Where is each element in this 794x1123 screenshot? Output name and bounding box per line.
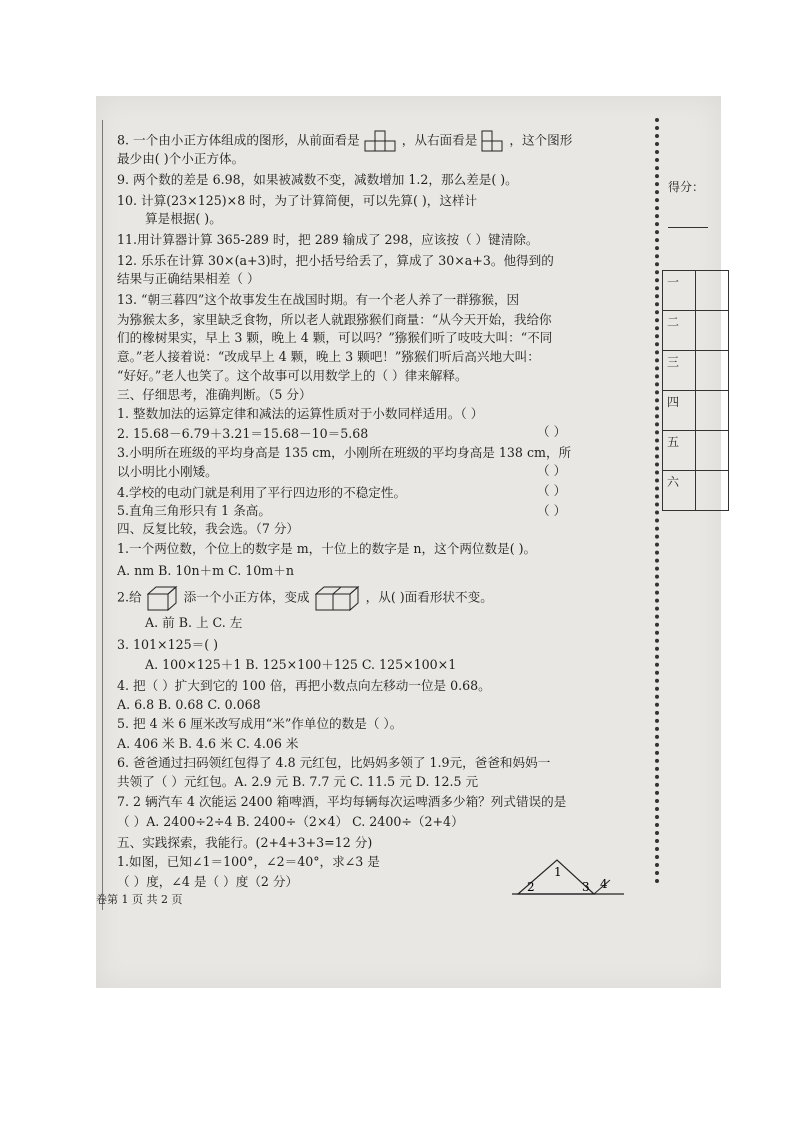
question-11: 11.用计算器计算 365-289 时，把 289 输成了 298，应该按（ ）键清除。: [117, 232, 539, 247]
choice-6: 6. 爸爸通过扫码领红包得了 4.8 元红包，比妈妈多领了 1.9元，爸爸和妈妈一: [117, 755, 551, 770]
question-9: 9. 两个数的差是 6.98，如果被减数不变，减数增加 1.2，那么差是( )。: [117, 172, 518, 187]
c2-text-b: 添一个小正方体，变成: [183, 589, 310, 605]
choice-3-options: A. 100×125＋1 B. 125×100＋125 C. 125×100×1: [145, 657, 457, 672]
score-row-label: 五: [663, 431, 696, 471]
score-row-label: 三: [663, 351, 696, 391]
score-table: [662, 270, 729, 511]
judge-1: 1. 整数加法的运算定律和减法的运算性质对于小数同样适用。（ ）: [117, 406, 484, 421]
judge-5: 5.直角三角形只有 1 条高。: [117, 503, 271, 518]
choice-7-options: （ ）A. 2400÷2÷4 B. 2400÷（2×4） C. 2400÷（2+4）: [117, 814, 464, 829]
c2-text-a: 2.给: [117, 589, 142, 605]
score-row-label: 四: [663, 391, 696, 431]
choice-5: 5. 把 4 米 6 厘米改写成用“米”作单位的数是（ ）。: [117, 716, 403, 731]
q8-text-c: ，这个图形: [509, 132, 573, 148]
choice-4-options: A. 6.8 B. 0.68 C. 0.068: [117, 697, 261, 712]
section-5-heading: 五、实践探索，我能行。(2+4+3+3=12 分): [117, 835, 373, 850]
question-12: 12. 乐乐在计算 30×(a+3)时，把小括号给丢了，算成了 30×a+3。他得到的: [117, 253, 554, 268]
judge-4-blank: （ ）: [537, 483, 567, 498]
score-row: [663, 471, 729, 511]
front-view-icon: [364, 130, 398, 152]
judge-3: 3.小明所在班级的平均身高是 135 cm，小刚所在班级的平均身高是 138 cm，所: [117, 445, 572, 460]
score-cell: [696, 431, 729, 471]
practice-1: 1.如图，已知∠1＝100°，∠2＝40°，求∠3 是: [117, 854, 380, 869]
score-label: 得分：: [668, 180, 705, 194]
score-row: [663, 271, 729, 311]
score-row-label: 二: [663, 311, 696, 351]
choice-7: 7. 2 辆汽车 4 次能运 2400 箱啤酒，平均每辆每次运啤酒多少箱？列式错误的是: [117, 794, 567, 809]
triangle-figure: [510, 856, 626, 898]
two-cubes-icon: [314, 584, 362, 612]
question-13: 13. “朝三暮四”这个故事发生在战国时期。有一个老人养了一群猕猴，因: [117, 292, 520, 307]
q8-text-b: ，从右面看是: [401, 132, 478, 148]
angle-4-label: 4: [600, 877, 608, 891]
choice-1-options: A. nm B. 10n＋m C. 10m＋n: [117, 563, 294, 578]
single-cube-icon: [146, 584, 180, 612]
section-4-heading: 四、反复比较，我会选。（7 分）: [117, 521, 300, 536]
choice-6-line-2: 共领了（ ）元红包。A. 2.9 元 B. 7.7 元 C. 11.5 元 D. 12.5 元: [117, 774, 479, 789]
q13-line-2: 为猕猴太多，家里缺乏食物，所以老人就跟猕猴们商量：“从今天开始，我给你: [117, 312, 552, 327]
c2-text-c: ，从( )面看形状不变。: [365, 589, 493, 605]
section-3-heading: 三、仔细思考，准确判断。（5 分）: [117, 387, 312, 402]
choice-4: 4. 把（ ）扩大到它的 100 倍，再把小数点向左移动一位是 0.68。: [117, 678, 491, 693]
score-cell: [696, 471, 729, 511]
q8-text-a: 8. 一个由小正方体组成的图形，从前面看是: [117, 132, 360, 148]
practice-1-line-2: （ ）度，∠4 是（ ）度（2 分）: [117, 874, 299, 889]
angle-3-label: 3: [582, 880, 590, 894]
angle-1-label: 1: [554, 865, 562, 879]
choice-2: [117, 584, 493, 612]
score-blank: [668, 227, 708, 228]
judge-3-blank: （ ）: [537, 463, 567, 478]
dotted-cut-line: [655, 118, 659, 884]
q12-line-2: 结果与正确结果相差（ ）: [117, 271, 260, 286]
score-cell: [696, 271, 729, 311]
choice-1: 1.一个两位数，个位上的数字是 m，十位上的数字是 n，这个两位数是( )。: [117, 541, 537, 556]
choice-5-options: A. 406 米 B. 4.6 米 C. 4.06 米: [117, 736, 299, 751]
score-row: [663, 431, 729, 471]
q10-line-2: 算是根据( )。: [145, 211, 222, 226]
right-view-icon: [481, 130, 505, 152]
score-row-label: 六: [663, 471, 696, 511]
binding-line: [102, 120, 103, 910]
judge-3-line-2: 以小明比小刚矮。: [117, 464, 218, 479]
q13-line-3: 们的橡树果实，早上 3 颗，晚上 4 颗，可以吗？”猕猴们听了吱吱大叫：“不同: [117, 330, 553, 345]
judge-5-blank: （ ）: [537, 503, 567, 518]
q8-line-2: 最少由( )个小正方体。: [117, 151, 245, 166]
score-cell: [696, 351, 729, 391]
question-10: 10. 计算(23×125)×8 时，为了计算简便，可以先算( )，这样计: [117, 193, 478, 208]
score-row: [663, 391, 729, 431]
angle-2-label: 2: [527, 880, 535, 894]
score-row: [663, 311, 729, 351]
choice-2-options: A. 前 B. 上 C. 左: [145, 615, 243, 630]
score-cell: [696, 311, 729, 351]
question-8: [117, 130, 572, 152]
choice-3: 3. 101×125＝( ): [117, 637, 219, 652]
score-row-label: 一: [663, 271, 696, 311]
q13-line-4: 意。”老人接着说：“改成早上 4 颗，晚上 3 颗吧！”猕猴们听后高兴地大叫：: [117, 349, 540, 364]
score-row: [663, 351, 729, 391]
page-footer: 卷第 1 页 共 2 页: [96, 893, 183, 906]
score-cell: [696, 391, 729, 431]
q13-line-5: “好好。”老人也笑了。这个故事可以用数学上的（ ）律来解释。: [117, 368, 468, 383]
judge-2: 2. 15.68－6.79＋3.21＝15.68－10＝5.68: [117, 426, 369, 441]
judge-4: 4.学校的电动门就是利用了平行四边形的不稳定性。: [117, 485, 407, 500]
judge-2-blank: （ ）: [537, 424, 567, 439]
